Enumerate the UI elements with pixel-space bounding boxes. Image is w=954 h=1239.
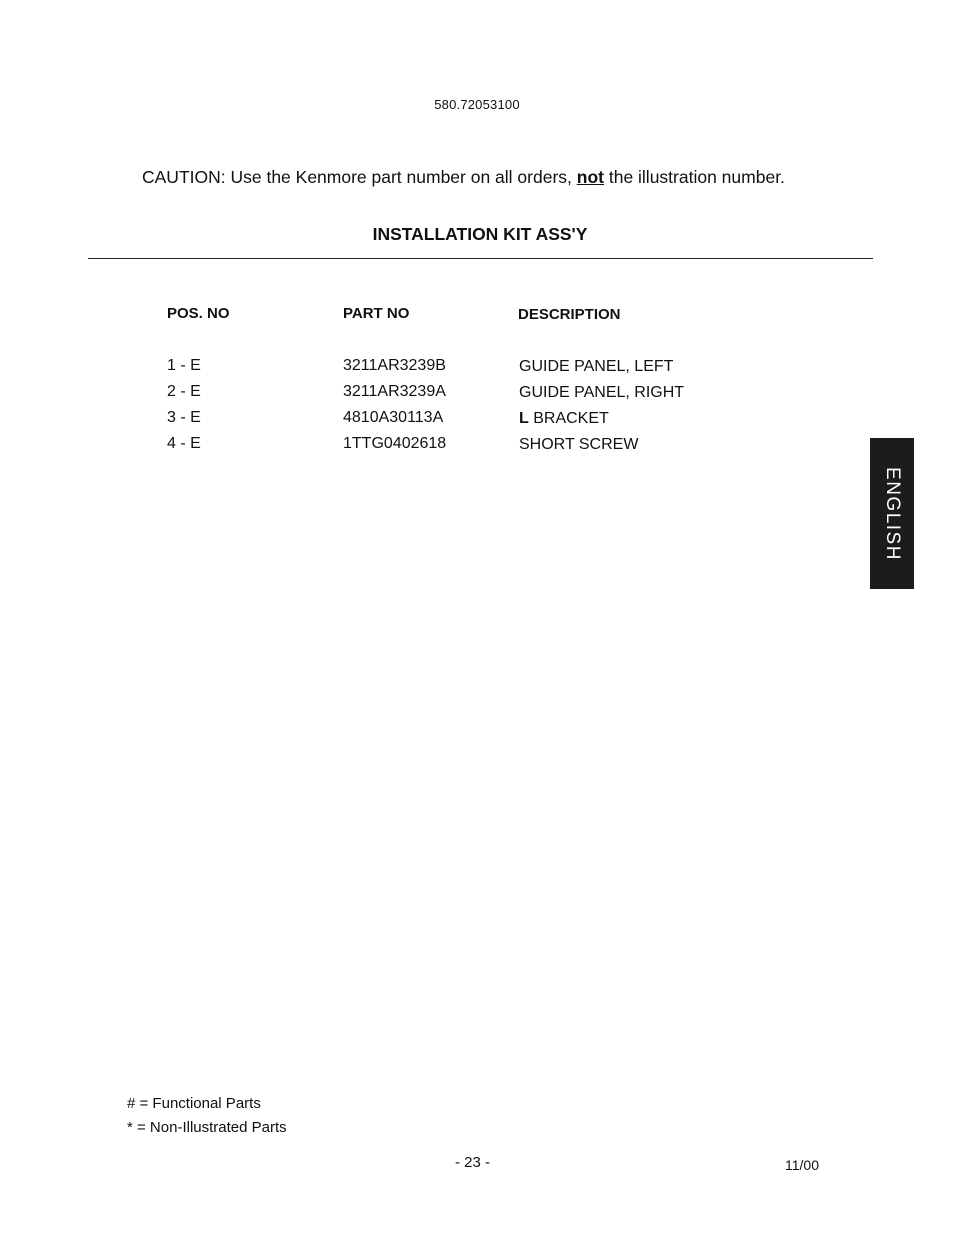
description-text: GUIDE PANEL, LEFT bbox=[519, 358, 674, 375]
table-cell-description bbox=[519, 436, 638, 454]
description-text: BRACKET bbox=[528, 410, 609, 427]
table-cell-description bbox=[519, 410, 609, 428]
table-cell-description bbox=[519, 358, 673, 376]
caution-notice bbox=[142, 167, 785, 188]
table-cell-part: 3211AR3239A bbox=[343, 383, 446, 400]
page-number: - 23 - bbox=[455, 1154, 491, 1171]
table-cell-pos: 1 - E bbox=[167, 357, 201, 374]
column-header-description: DESCRIPTION bbox=[518, 306, 621, 323]
caution-emphasis: not bbox=[576, 167, 604, 187]
section-title: INSTALLATION KIT ASS'Y bbox=[372, 224, 588, 244]
column-header-part-no: PART NO bbox=[343, 305, 410, 322]
table-cell-part: 1TTG0402618 bbox=[343, 435, 447, 452]
table-cell-pos: 3 - E bbox=[167, 409, 201, 426]
caution-text-after: the illustration number. bbox=[603, 167, 785, 187]
table-cell-description bbox=[519, 384, 684, 402]
table-cell-pos: 2 - E bbox=[167, 383, 201, 400]
caution-text-before: CAUTION: Use the Kenmore part number on all orders, bbox=[142, 167, 577, 187]
table-cell-part: 3211AR3239B bbox=[343, 357, 446, 374]
table-cell-part: 4810A30113A bbox=[343, 409, 444, 426]
description-prefix: L bbox=[519, 410, 529, 427]
model-number: 580.72053100 bbox=[434, 97, 520, 112]
column-header-pos-no: POS. NO bbox=[167, 305, 230, 322]
legend-functional-parts: # = Functional Parts bbox=[127, 1095, 261, 1112]
section-divider bbox=[88, 258, 873, 259]
language-tab-label: ENGLISH bbox=[882, 466, 903, 561]
description-text: SHORT SCREW bbox=[519, 436, 639, 453]
legend-non-illustrated-parts: * = Non-Illustrated Parts bbox=[127, 1119, 287, 1136]
description-text: GUIDE PANEL, RIGHT bbox=[519, 384, 685, 401]
table-cell-pos: 4 - E bbox=[167, 435, 201, 452]
language-side-tab bbox=[870, 438, 914, 589]
revision-date: 11/00 bbox=[785, 1157, 819, 1173]
